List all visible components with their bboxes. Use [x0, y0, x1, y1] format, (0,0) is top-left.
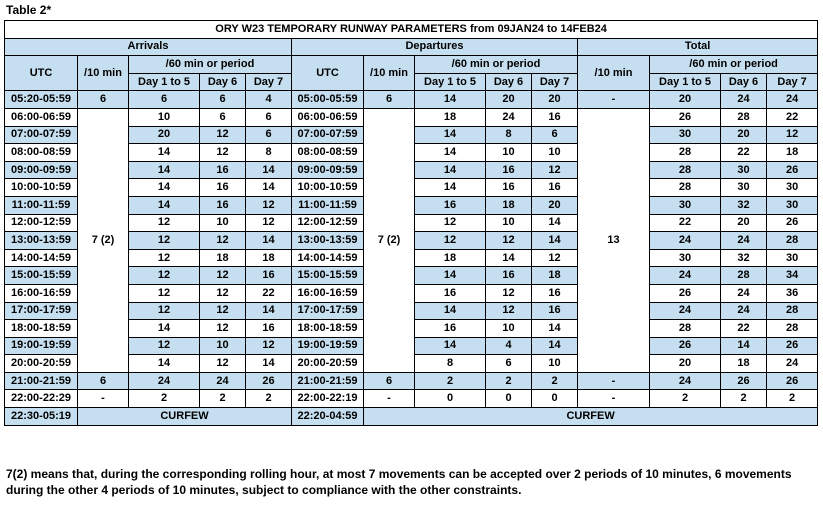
arr-d15-cell: 20	[129, 126, 200, 144]
dep-d15-cell: 14	[415, 267, 486, 285]
dep-d15-cell: 14	[415, 302, 486, 320]
tot-day6-header: Day 6	[721, 73, 767, 91]
dep-utc-cell: 21:00-21:59	[292, 372, 364, 390]
dep-10min-header: /10 min	[364, 56, 415, 91]
dep-d15-cell: 14	[415, 91, 486, 109]
arr-utc-cell: 14:00-14:59	[5, 249, 78, 267]
arr-10min-cell: 6	[78, 372, 129, 390]
arr-d7-cell: 12	[246, 196, 292, 214]
dep-utc-cell: 09:00-09:59	[292, 161, 364, 179]
dep-d15-cell: 0	[415, 390, 486, 408]
tot-d6-cell: 24	[721, 302, 767, 320]
dep-curfew-utc: 22:20-04:59	[292, 408, 364, 426]
arr-10min-header: /10 min	[78, 56, 129, 91]
dep-d6-cell: 10	[486, 144, 532, 162]
tot-d6-cell: 24	[721, 284, 767, 302]
tot-d7-cell: 30	[767, 249, 818, 267]
tot-d15-cell: 28	[650, 161, 721, 179]
arr-utc-cell: 17:00-17:59	[5, 302, 78, 320]
tot-d6-cell: 28	[721, 108, 767, 126]
tot-d7-cell: 26	[767, 214, 818, 232]
arr-d6-cell: 24	[200, 372, 246, 390]
arr-d7-cell: 6	[246, 126, 292, 144]
tot-d15-cell: 28	[650, 144, 721, 162]
arr-utc-cell: 12:00-12:59	[5, 214, 78, 232]
arr-d7-cell: 12	[246, 214, 292, 232]
dep-d6-cell: 20	[486, 91, 532, 109]
arr-d15-cell: 24	[129, 372, 200, 390]
arr-d7-cell: 8	[246, 144, 292, 162]
arr-d6-cell: 10	[200, 337, 246, 355]
arr-60min-header: /60 min or period	[129, 56, 292, 74]
arr-utc-cell: 19:00-19:59	[5, 337, 78, 355]
arr-utc-cell: 11:00-11:59	[5, 196, 78, 214]
dep-d15-cell: 12	[415, 214, 486, 232]
dep-d7-cell: 16	[532, 108, 578, 126]
tot-d6-cell: 18	[721, 355, 767, 373]
dep-d7-cell: 6	[532, 126, 578, 144]
dep-d15-cell: 8	[415, 355, 486, 373]
tot-d6-cell: 24	[721, 91, 767, 109]
tot-d15-cell: 24	[650, 267, 721, 285]
arr-curfew-label: CURFEW	[78, 408, 292, 426]
dep-d6-cell: 14	[486, 249, 532, 267]
dep-d7-cell: 14	[532, 232, 578, 250]
dep-d15-cell: 14	[415, 161, 486, 179]
dep-d6-cell: 12	[486, 232, 532, 250]
arr-d7-cell: 14	[246, 355, 292, 373]
dep-d7-cell: 2	[532, 372, 578, 390]
arr-d15-cell: 12	[129, 337, 200, 355]
tot-d6-cell: 24	[721, 232, 767, 250]
dep-d7-cell: 14	[532, 337, 578, 355]
dep-d6-cell: 10	[486, 214, 532, 232]
table-row	[5, 91, 818, 109]
dep-d7-cell: 12	[532, 249, 578, 267]
tot-10min-cell: -	[578, 91, 650, 109]
tot-10min-header: /10 min	[578, 56, 650, 91]
dep-curfew-label: CURFEW	[364, 408, 818, 426]
arr-d15-cell: 12	[129, 284, 200, 302]
tot-d7-cell: 12	[767, 126, 818, 144]
arr-10min-cell: -	[78, 390, 129, 408]
dep-d7-cell: 14	[532, 214, 578, 232]
curfew-row	[5, 408, 818, 426]
table-caption: Table 2*	[6, 3, 52, 17]
tot-d7-cell: 24	[767, 355, 818, 373]
arr-d15-cell: 14	[129, 196, 200, 214]
arr-utc-cell: 21:00-21:59	[5, 372, 78, 390]
tot-d7-cell: 22	[767, 108, 818, 126]
runway-parameters-table	[4, 20, 818, 426]
dep-day1-5-header: Day 1 to 5	[415, 73, 486, 91]
tot-d15-cell: 24	[650, 302, 721, 320]
arr-d6-cell: 16	[200, 196, 246, 214]
arr-d15-cell: 14	[129, 355, 200, 373]
tot-d7-cell: 28	[767, 232, 818, 250]
arr-d15-cell: 12	[129, 267, 200, 285]
arr-d7-cell: 6	[246, 108, 292, 126]
tot-d15-cell: 22	[650, 214, 721, 232]
dep-utc-cell: 18:00-18:59	[292, 320, 364, 338]
tot-d6-cell: 20	[721, 126, 767, 144]
arr-d15-cell: 14	[129, 144, 200, 162]
dep-d6-cell: 4	[486, 337, 532, 355]
tot-10min-cell: -	[578, 390, 650, 408]
tot-d7-cell: 34	[767, 267, 818, 285]
dep-d15-cell: 14	[415, 179, 486, 197]
arr-utc-cell: 18:00-18:59	[5, 320, 78, 338]
arr-utc-cell: 07:00-07:59	[5, 126, 78, 144]
dep-d15-cell: 16	[415, 320, 486, 338]
tot-d15-cell: 26	[650, 108, 721, 126]
departures-header: Departures	[292, 38, 578, 56]
tot-60min-header: /60 min or period	[650, 56, 818, 74]
tot-day7-header: Day 7	[767, 73, 818, 91]
table-row	[5, 390, 818, 408]
dep-d15-cell: 16	[415, 196, 486, 214]
arr-d6-cell: 10	[200, 214, 246, 232]
dep-d6-cell: 16	[486, 179, 532, 197]
arr-d7-cell: 16	[246, 267, 292, 285]
tot-d15-cell: 28	[650, 179, 721, 197]
dep-utc-cell: 10:00-10:59	[292, 179, 364, 197]
dep-utc-cell: 05:00-05:59	[292, 91, 364, 109]
dep-d7-cell: 18	[532, 267, 578, 285]
tot-d7-cell: 24	[767, 91, 818, 109]
tot-d15-cell: 30	[650, 249, 721, 267]
arr-d15-cell: 6	[129, 91, 200, 109]
dep-d15-cell: 18	[415, 108, 486, 126]
arr-day1-5-header: Day 1 to 5	[129, 73, 200, 91]
arr-utc-cell: 15:00-15:59	[5, 267, 78, 285]
dep-10min-merged-cell: 7 (2)	[364, 108, 415, 372]
tot-d15-cell: 24	[650, 232, 721, 250]
tot-d6-cell: 2	[721, 390, 767, 408]
dep-utc-header: UTC	[292, 56, 364, 91]
table-body	[5, 91, 818, 425]
tot-d7-cell: 26	[767, 372, 818, 390]
arr-utc-cell: 06:00-06:59	[5, 108, 78, 126]
dep-d7-cell: 16	[532, 302, 578, 320]
arr-d7-cell: 14	[246, 179, 292, 197]
dep-d7-cell: 16	[532, 179, 578, 197]
arr-d15-cell: 10	[129, 108, 200, 126]
arr-d7-cell: 26	[246, 372, 292, 390]
tot-d7-cell: 36	[767, 284, 818, 302]
tot-d6-cell: 28	[721, 267, 767, 285]
arr-curfew-utc: 22:30-05:19	[5, 408, 78, 426]
dep-d6-cell: 8	[486, 126, 532, 144]
tot-d15-cell: 20	[650, 355, 721, 373]
dep-10min-cell: 6	[364, 372, 415, 390]
dep-d15-cell: 14	[415, 337, 486, 355]
dep-d6-cell: 12	[486, 302, 532, 320]
tot-d15-cell: 2	[650, 390, 721, 408]
arr-d7-cell: 4	[246, 91, 292, 109]
dep-utc-cell: 06:00-06:59	[292, 108, 364, 126]
dep-10min-cell: 6	[364, 91, 415, 109]
table-row	[5, 372, 818, 390]
arr-d15-cell: 12	[129, 214, 200, 232]
arr-d7-cell: 14	[246, 232, 292, 250]
arr-d7-cell: 18	[246, 249, 292, 267]
dep-d6-cell: 6	[486, 355, 532, 373]
arr-d7-cell: 14	[246, 161, 292, 179]
arr-d7-cell: 22	[246, 284, 292, 302]
dep-d7-cell: 14	[532, 320, 578, 338]
arr-d15-cell: 12	[129, 302, 200, 320]
arr-10min-cell: 6	[78, 91, 129, 109]
arr-d7-cell: 12	[246, 337, 292, 355]
arr-d15-cell: 2	[129, 390, 200, 408]
arr-d15-cell: 14	[129, 161, 200, 179]
dep-d15-cell: 2	[415, 372, 486, 390]
dep-d15-cell: 14	[415, 144, 486, 162]
arr-d6-cell: 12	[200, 302, 246, 320]
tot-d7-cell: 26	[767, 337, 818, 355]
dep-utc-cell: 17:00-17:59	[292, 302, 364, 320]
dep-d6-cell: 16	[486, 267, 532, 285]
dep-d7-cell: 20	[532, 91, 578, 109]
arr-d6-cell: 12	[200, 284, 246, 302]
dep-utc-cell: 12:00-12:59	[292, 214, 364, 232]
tot-d7-cell: 28	[767, 320, 818, 338]
arr-d6-cell: 16	[200, 161, 246, 179]
table-row	[5, 108, 818, 126]
tot-d15-cell: 30	[650, 126, 721, 144]
table-title: ORY W23 TEMPORARY RUNWAY PARAMETERS from 09JAN24 to 14FEB24	[5, 21, 818, 39]
arr-d6-cell: 12	[200, 126, 246, 144]
arr-d15-cell: 14	[129, 320, 200, 338]
dep-d7-cell: 10	[532, 355, 578, 373]
arr-d6-cell: 2	[200, 390, 246, 408]
dep-utc-cell: 14:00-14:59	[292, 249, 364, 267]
dep-d6-cell: 0	[486, 390, 532, 408]
tot-d15-cell: 26	[650, 337, 721, 355]
arr-d15-cell: 12	[129, 249, 200, 267]
arr-d7-cell: 2	[246, 390, 292, 408]
arr-utc-cell: 10:00-10:59	[5, 179, 78, 197]
dep-day7-header: Day 7	[532, 73, 578, 91]
tot-10min-merged-cell: 13	[578, 108, 650, 372]
dep-utc-cell: 16:00-16:59	[292, 284, 364, 302]
arr-d6-cell: 6	[200, 91, 246, 109]
tot-d6-cell: 22	[721, 320, 767, 338]
arr-d6-cell: 12	[200, 267, 246, 285]
arr-utc-header: UTC	[5, 56, 78, 91]
dep-day6-header: Day 6	[486, 73, 532, 91]
dep-d15-cell: 12	[415, 232, 486, 250]
arr-d7-cell: 16	[246, 320, 292, 338]
dep-10min-cell: -	[364, 390, 415, 408]
dep-d7-cell: 10	[532, 144, 578, 162]
dep-d6-cell: 24	[486, 108, 532, 126]
tot-d7-cell: 30	[767, 196, 818, 214]
tot-d15-cell: 26	[650, 284, 721, 302]
arr-utc-cell: 16:00-16:59	[5, 284, 78, 302]
dep-utc-cell: 22:00-22:19	[292, 390, 364, 408]
dep-d7-cell: 0	[532, 390, 578, 408]
arr-utc-cell: 20:00-20:59	[5, 355, 78, 373]
dep-d7-cell: 16	[532, 284, 578, 302]
arr-d7-cell: 14	[246, 302, 292, 320]
dep-d6-cell: 10	[486, 320, 532, 338]
dep-60min-header: /60 min or period	[415, 56, 578, 74]
dep-d6-cell: 2	[486, 372, 532, 390]
tot-d7-cell: 26	[767, 161, 818, 179]
dep-utc-cell: 13:00-13:59	[292, 232, 364, 250]
arr-d6-cell: 18	[200, 249, 246, 267]
dep-d6-cell: 12	[486, 284, 532, 302]
arr-utc-cell: 08:00-08:59	[5, 144, 78, 162]
arr-d15-cell: 14	[129, 179, 200, 197]
arr-utc-cell: 13:00-13:59	[5, 232, 78, 250]
tot-d6-cell: 20	[721, 214, 767, 232]
dep-utc-cell: 19:00-19:59	[292, 337, 364, 355]
tot-d15-cell: 28	[650, 320, 721, 338]
tot-d15-cell: 20	[650, 91, 721, 109]
dep-d6-cell: 16	[486, 161, 532, 179]
arr-d6-cell: 12	[200, 232, 246, 250]
tot-day1-5-header: Day 1 to 5	[650, 73, 721, 91]
tot-d15-cell: 24	[650, 372, 721, 390]
dep-utc-cell: 08:00-08:59	[292, 144, 364, 162]
dep-d15-cell: 14	[415, 126, 486, 144]
arr-d6-cell: 6	[200, 108, 246, 126]
tot-d6-cell: 32	[721, 196, 767, 214]
tot-d6-cell: 26	[721, 372, 767, 390]
tot-d7-cell: 2	[767, 390, 818, 408]
tot-d7-cell: 30	[767, 179, 818, 197]
dep-utc-cell: 07:00-07:59	[292, 126, 364, 144]
tot-10min-cell: -	[578, 372, 650, 390]
arr-day6-header: Day 6	[200, 73, 246, 91]
total-header: Total	[578, 38, 818, 56]
arr-d6-cell: 12	[200, 355, 246, 373]
dep-d6-cell: 18	[486, 196, 532, 214]
arrivals-header: Arrivals	[5, 38, 292, 56]
dep-utc-cell: 11:00-11:59	[292, 196, 364, 214]
tot-d7-cell: 18	[767, 144, 818, 162]
tot-d15-cell: 30	[650, 196, 721, 214]
dep-d7-cell: 20	[532, 196, 578, 214]
dep-d7-cell: 12	[532, 161, 578, 179]
tot-d6-cell: 30	[721, 179, 767, 197]
dep-d15-cell: 18	[415, 249, 486, 267]
arr-utc-cell: 09:00-09:59	[5, 161, 78, 179]
tot-d6-cell: 22	[721, 144, 767, 162]
tot-d7-cell: 28	[767, 302, 818, 320]
dep-utc-cell: 15:00-15:59	[292, 267, 364, 285]
tot-d6-cell: 14	[721, 337, 767, 355]
arr-d15-cell: 12	[129, 232, 200, 250]
dep-utc-cell: 20:00-20:59	[292, 355, 364, 373]
arr-d6-cell: 12	[200, 320, 246, 338]
tot-d6-cell: 30	[721, 161, 767, 179]
dep-d15-cell: 16	[415, 284, 486, 302]
arr-10min-merged-cell: 7 (2)	[78, 108, 129, 372]
footnote: 7(2) means that, during the corresponding rolling hour, at most 7 movements can be accepted over 2 periods of 10 minutes, 6 movements during the other 4 periods of 10 minutes, subject to compliance with the other constraints.	[6, 467, 792, 497]
arr-day7-header: Day 7	[246, 73, 292, 91]
arr-utc-cell: 22:00-22:29	[5, 390, 78, 408]
tot-d6-cell: 32	[721, 249, 767, 267]
arr-d6-cell: 16	[200, 179, 246, 197]
arr-utc-cell: 05:20-05:59	[5, 91, 78, 109]
arr-d6-cell: 12	[200, 144, 246, 162]
